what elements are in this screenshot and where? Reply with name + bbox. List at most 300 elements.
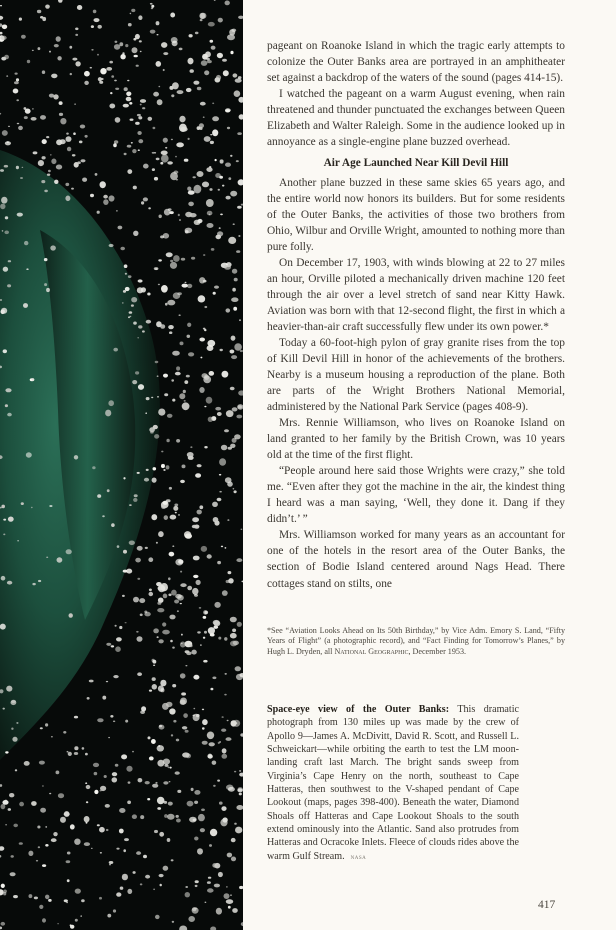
cloud-speck (4, 55, 9, 60)
cloud-speck (235, 827, 242, 834)
cloud-speck (225, 109, 230, 112)
cloud-speck (187, 284, 192, 288)
cloud-speck (239, 319, 241, 321)
cloud-speck (169, 552, 175, 557)
cloud-speck (95, 173, 98, 176)
cloud-speck (165, 303, 168, 306)
footnote-text: *See “Aviation Looks Ahead on Its 50th Birthday,” by Vice Adm. Emory S. Land, “Fifty Years of Flight” (a photographic record), and “Fact Finding for Tomorrow’s Planes,” by Hugh L. Dryden, all (267, 626, 565, 656)
cloud-speck (146, 320, 151, 324)
cloud-speck (155, 361, 159, 363)
cloud-speck (7, 581, 12, 585)
cloud-speck (38, 846, 40, 848)
cloud-speck (198, 814, 205, 821)
cloud-speck (91, 25, 94, 28)
cloud-speck (188, 58, 194, 65)
cloud-speck (170, 640, 173, 643)
cloud-speck (144, 478, 149, 482)
cloud-speck (153, 92, 159, 97)
cloud-speck (227, 720, 229, 721)
cloud-speck (36, 860, 38, 862)
cloud-speck (217, 53, 223, 58)
cloud-speck (209, 188, 212, 191)
cloud-speck (137, 578, 140, 580)
cloud-speck (192, 588, 198, 595)
cloud-speck (184, 400, 186, 402)
cloud-speck (174, 171, 179, 174)
cloud-speck (233, 307, 237, 311)
cloud-speck (220, 159, 224, 163)
cloud-speck (176, 815, 179, 818)
cloud-speck (31, 507, 33, 508)
cloud-speck (202, 741, 208, 745)
cloud-speck (230, 633, 237, 639)
cloud-speck (103, 199, 108, 205)
cloud-speck (143, 164, 149, 169)
cloud-speck (75, 34, 78, 36)
cloud-speck (174, 600, 179, 604)
cloud-speck (230, 895, 232, 896)
cloud-speck (205, 902, 207, 903)
cloud-speck (4, 165, 8, 168)
cloud-speck (174, 504, 178, 507)
cloud-speck (122, 302, 124, 304)
cloud-speck (16, 166, 19, 169)
cloud-speck (115, 117, 121, 123)
cloud-speck (175, 594, 182, 599)
cloud-speck (219, 227, 221, 229)
cloud-speck (238, 405, 242, 408)
cloud-speck (115, 764, 119, 767)
cloud-speck (149, 592, 154, 596)
cloud-speck (128, 23, 132, 26)
cloud-speck (44, 283, 47, 286)
cloud-speck (109, 61, 113, 64)
cloud-speck (27, 60, 30, 63)
cloud-speck (197, 464, 202, 467)
cloud-speck (105, 804, 110, 808)
cloud-speck (187, 323, 191, 327)
cloud-speck (211, 248, 215, 251)
cloud-speck (119, 808, 125, 813)
cloud-speck (147, 293, 150, 296)
cloud-speck (22, 167, 24, 168)
cloud-speck (193, 176, 196, 178)
cloud-speck (212, 502, 218, 507)
cloud-speck (60, 817, 66, 823)
cloud-speck (193, 675, 199, 680)
cloud-speck (128, 316, 130, 318)
cloud-speck (231, 297, 238, 302)
cloud-speck (180, 603, 182, 604)
cloud-speck (135, 122, 140, 125)
cloud-speck (75, 61, 80, 66)
cloud-speck (115, 88, 119, 90)
cloud-speck (160, 680, 166, 687)
cloud-speck (128, 781, 131, 783)
cloud-speck (127, 889, 132, 894)
cloud-speck (148, 207, 151, 209)
cloud-speck (157, 608, 164, 612)
caption-lead: Space-eye view of the Outer Banks: (267, 704, 450, 715)
cloud-speck (185, 228, 193, 234)
cloud-speck (1, 884, 5, 888)
article-paragraphs-top (267, 38, 565, 150)
cloud-speck (219, 458, 226, 466)
article-paragraphs-bottom (267, 175, 565, 591)
cloud-speck (158, 639, 163, 643)
cloud-speck (44, 190, 48, 193)
cloud-speck (226, 196, 231, 200)
cloud-speck (199, 13, 205, 19)
cloud-speck (164, 515, 168, 520)
cloud-speck (72, 58, 77, 61)
cloud-speck (201, 809, 205, 812)
cloud-speck (185, 886, 188, 888)
cloud-speck (158, 259, 162, 261)
cloud-speck (1, 308, 7, 314)
cloud-speck (159, 832, 164, 837)
cloud-speck (42, 785, 44, 786)
cloud-speck (85, 782, 87, 784)
cloud-speck (168, 577, 171, 580)
cloud-speck (185, 533, 192, 538)
cloud-speck (154, 434, 159, 439)
cloud-speck (115, 625, 117, 627)
cloud-speck (237, 788, 243, 792)
cloud-speck (140, 815, 144, 819)
cloud-speck (234, 90, 241, 97)
cloud-speck (176, 439, 180, 443)
cloud-speck (39, 761, 45, 765)
cloud-speck (69, 613, 73, 618)
cloud-speck (94, 772, 98, 775)
cloud-speck (131, 9, 135, 12)
cloud-speck (68, 752, 72, 756)
cloud-speck (106, 681, 108, 682)
cloud-speck (108, 737, 110, 738)
cloud-speck (131, 142, 133, 144)
cloud-speck (130, 13, 132, 14)
cloud-speck (137, 672, 142, 676)
cloud-speck (222, 590, 228, 596)
cloud-speck (188, 352, 194, 356)
cloud-speck (172, 82, 179, 89)
cloud-speck (163, 374, 168, 378)
cloud-speck (207, 60, 212, 63)
cloud-speck (230, 444, 235, 448)
cloud-speck (1, 922, 6, 926)
cloud-speck (171, 734, 173, 736)
cloud-speck (53, 94, 58, 99)
cloud-speck (169, 708, 175, 714)
cloud-speck (219, 176, 223, 179)
cloud-speck (135, 371, 139, 374)
cloud-speck (156, 61, 162, 67)
cloud-speck (1, 576, 6, 581)
cloud-speck (107, 914, 111, 918)
cloud-speck (172, 921, 174, 923)
cloud-speck (232, 407, 238, 411)
cloud-speck (210, 829, 217, 836)
cloud-speck (151, 5, 154, 8)
cloud-speck (148, 117, 153, 121)
cloud-speck (172, 351, 180, 356)
cloud-speck (58, 793, 64, 798)
cloud-speck (194, 801, 198, 804)
cloud-speck (113, 909, 116, 912)
cloud-speck (129, 102, 132, 105)
cloud-speck (226, 308, 231, 312)
cloud-speck (166, 465, 170, 469)
photo-credit: NASA (350, 855, 367, 861)
cloud-speck (221, 546, 223, 548)
cloud-speck (214, 520, 219, 525)
cloud-speck (23, 303, 28, 308)
cloud-speck (185, 730, 189, 733)
cloud-speck (232, 908, 238, 913)
cloud-speck (106, 643, 111, 646)
cloud-speck (191, 650, 196, 655)
cloud-speck (193, 575, 198, 578)
cloud-speck (195, 473, 201, 478)
cloud-speck (121, 754, 127, 759)
cloud-speck (93, 763, 99, 767)
cloud-speck (228, 237, 236, 244)
cloud-speck (141, 201, 144, 204)
cloud-speck (222, 754, 228, 759)
cloud-speck (111, 523, 115, 527)
cloud-speck (217, 561, 221, 564)
cloud-speck (138, 139, 143, 143)
cloud-speck (56, 36, 61, 42)
cloud-speck (21, 35, 26, 39)
cloud-speck (208, 877, 211, 879)
cloud-speck (202, 54, 208, 60)
cloud-speck (137, 337, 139, 338)
cloud-speck (116, 637, 122, 641)
cloud-speck (223, 70, 229, 76)
cloud-speck (84, 816, 90, 822)
cloud-speck (1, 505, 5, 509)
cloud-speck (167, 838, 171, 842)
cloud-speck (214, 602, 220, 608)
cloud-speck (60, 139, 66, 144)
cloud-speck (167, 300, 175, 306)
cloud-speck (111, 645, 114, 647)
cloud-speck (129, 311, 133, 314)
cloud-speck (159, 215, 162, 219)
cloud-speck (236, 415, 242, 419)
cloud-speck (180, 698, 187, 705)
cloud-speck (172, 647, 175, 649)
cloud-speck (74, 752, 78, 755)
cloud-speck (232, 720, 240, 727)
cloud-speck (133, 597, 139, 603)
cloud-speck (152, 478, 157, 483)
cloud-speck (170, 260, 173, 262)
cloud-speck (221, 806, 226, 811)
cloud-speck (149, 589, 152, 592)
cloud-speck (157, 396, 159, 398)
cloud-speck (123, 290, 126, 293)
cloud-speck (241, 529, 243, 530)
cloud-speck (212, 677, 216, 680)
cloud-speck (189, 213, 196, 217)
cloud-speck (145, 875, 150, 879)
cloud-speck (222, 748, 227, 753)
cloud-speck (172, 545, 174, 547)
cloud-speck (46, 288, 50, 292)
cloud-speck (208, 627, 215, 634)
cloud-speck (13, 824, 18, 828)
cloud-speck (180, 480, 185, 483)
cloud-speck (182, 402, 190, 410)
cloud-speck (233, 223, 235, 225)
cloud-speck (7, 141, 9, 142)
cloud-speck (49, 505, 52, 507)
cloud-speck (164, 209, 171, 216)
cloud-speck (175, 559, 183, 566)
cloud-speck (170, 767, 172, 769)
cloud-speck (5, 404, 8, 407)
cloud-speck (131, 304, 134, 306)
cloud-speck (153, 425, 158, 429)
cloud-speck (19, 802, 24, 807)
cloud-speck (161, 451, 163, 453)
cloud-speck (38, 160, 44, 166)
cloud-speck (135, 34, 140, 39)
cloud-speck (91, 848, 93, 849)
cloud-speck (77, 5, 82, 10)
cloud-speck (144, 612, 150, 617)
cloud-speck (234, 771, 236, 773)
cloud-speck (200, 828, 205, 832)
cloud-speck (180, 673, 186, 678)
cloud-speck (130, 119, 134, 121)
cloud-speck (120, 247, 125, 251)
cloud-speck (103, 195, 108, 199)
cloud-speck (202, 709, 204, 711)
cloud-speck (113, 143, 117, 147)
cloud-speck (197, 848, 203, 854)
cloud-speck (75, 919, 78, 922)
cloud-speck (0, 169, 4, 172)
cloud-speck (109, 864, 111, 866)
cloud-speck (65, 183, 69, 186)
cloud-speck (16, 78, 19, 81)
cloud-speck (235, 666, 241, 671)
cloud-speck (217, 780, 220, 782)
cloud-speck (200, 644, 202, 645)
cloud-speck (115, 41, 118, 43)
cloud-speck (175, 771, 180, 774)
cloud-speck (113, 675, 118, 678)
cloud-speck (10, 872, 16, 876)
cloud-speck (1, 197, 7, 204)
cloud-speck (117, 545, 120, 548)
cloud-speck (232, 269, 237, 274)
cloud-speck (202, 182, 209, 188)
cloud-speck (182, 465, 186, 469)
cloud-speck (218, 637, 221, 640)
cloud-speck (129, 541, 135, 546)
cloud-speck (137, 472, 140, 474)
cloud-speck (237, 206, 242, 209)
cloud-speck (109, 861, 114, 864)
cloud-speck (125, 720, 128, 723)
cloud-speck (215, 159, 217, 161)
cloud-speck (139, 598, 145, 603)
cloud-speck (180, 571, 182, 573)
cloud-speck (234, 823, 237, 825)
cloud-speck (150, 30, 156, 34)
cloud-speck (178, 214, 180, 216)
cloud-speck (0, 36, 6, 40)
cloud-speck (16, 99, 19, 101)
cloud-speck (152, 677, 156, 681)
cloud-speck (140, 104, 142, 106)
space-photo-svg (0, 0, 243, 930)
cloud-speck (123, 477, 125, 479)
article-column (267, 38, 565, 592)
cloud-speck (124, 153, 127, 155)
cloud-speck (206, 199, 214, 207)
cloud-speck (204, 136, 211, 142)
cloud-speck (125, 622, 127, 623)
cloud-speck (230, 617, 237, 623)
cloud-speck (133, 186, 137, 190)
cloud-speck (188, 202, 194, 207)
cloud-speck (172, 399, 175, 402)
cloud-speck (138, 149, 140, 151)
cloud-speck (106, 67, 112, 71)
cloud-speck (175, 512, 177, 514)
cloud-speck (171, 379, 174, 381)
cloud-speck (163, 781, 168, 784)
cloud-speck (67, 751, 69, 753)
cloud-speck (158, 86, 160, 88)
cloud-speck (230, 387, 235, 391)
cloud-speck (122, 595, 125, 597)
cloud-speck (97, 54, 99, 56)
cloud-speck (17, 213, 23, 217)
cloud-speck (161, 42, 167, 48)
article-paragraph: Today a 60-foot-high pylon of gray granite rises from the top of Kill Devil Hill in honor of the achievements of the brothers. Nearby is a museum housing a reproduction of the plane. Both are parts of the Wright Brothers National Memorial, administered by the National Park Service (pages 408-9). (267, 337, 565, 414)
cloud-speck (0, 204, 5, 210)
cloud-speck (148, 557, 153, 562)
cloud-speck (74, 455, 78, 459)
cloud-speck (176, 366, 180, 370)
article-paragraph: Mrs. Rennie Williamson, who lives on Roanoke Island on land granted to her family by the British Crown, was 10 years old at the time of the first flight. (267, 417, 565, 462)
cloud-speck (127, 801, 131, 805)
cloud-speck (26, 268, 28, 270)
cloud-speck (100, 852, 102, 854)
cloud-speck (157, 376, 159, 377)
cloud-speck (172, 684, 176, 687)
cloud-speck (169, 781, 171, 782)
photo-caption (267, 703, 519, 865)
cloud-speck (32, 378, 35, 381)
cloud-speck (134, 55, 138, 58)
cloud-speck (108, 400, 114, 406)
cloud-speck (195, 880, 199, 883)
cloud-speck (159, 874, 164, 877)
cloud-speck (13, 895, 18, 898)
cloud-speck (204, 611, 208, 614)
cloud-speck (74, 716, 78, 719)
cloud-speck (179, 219, 181, 221)
cloud-speck (158, 685, 164, 691)
